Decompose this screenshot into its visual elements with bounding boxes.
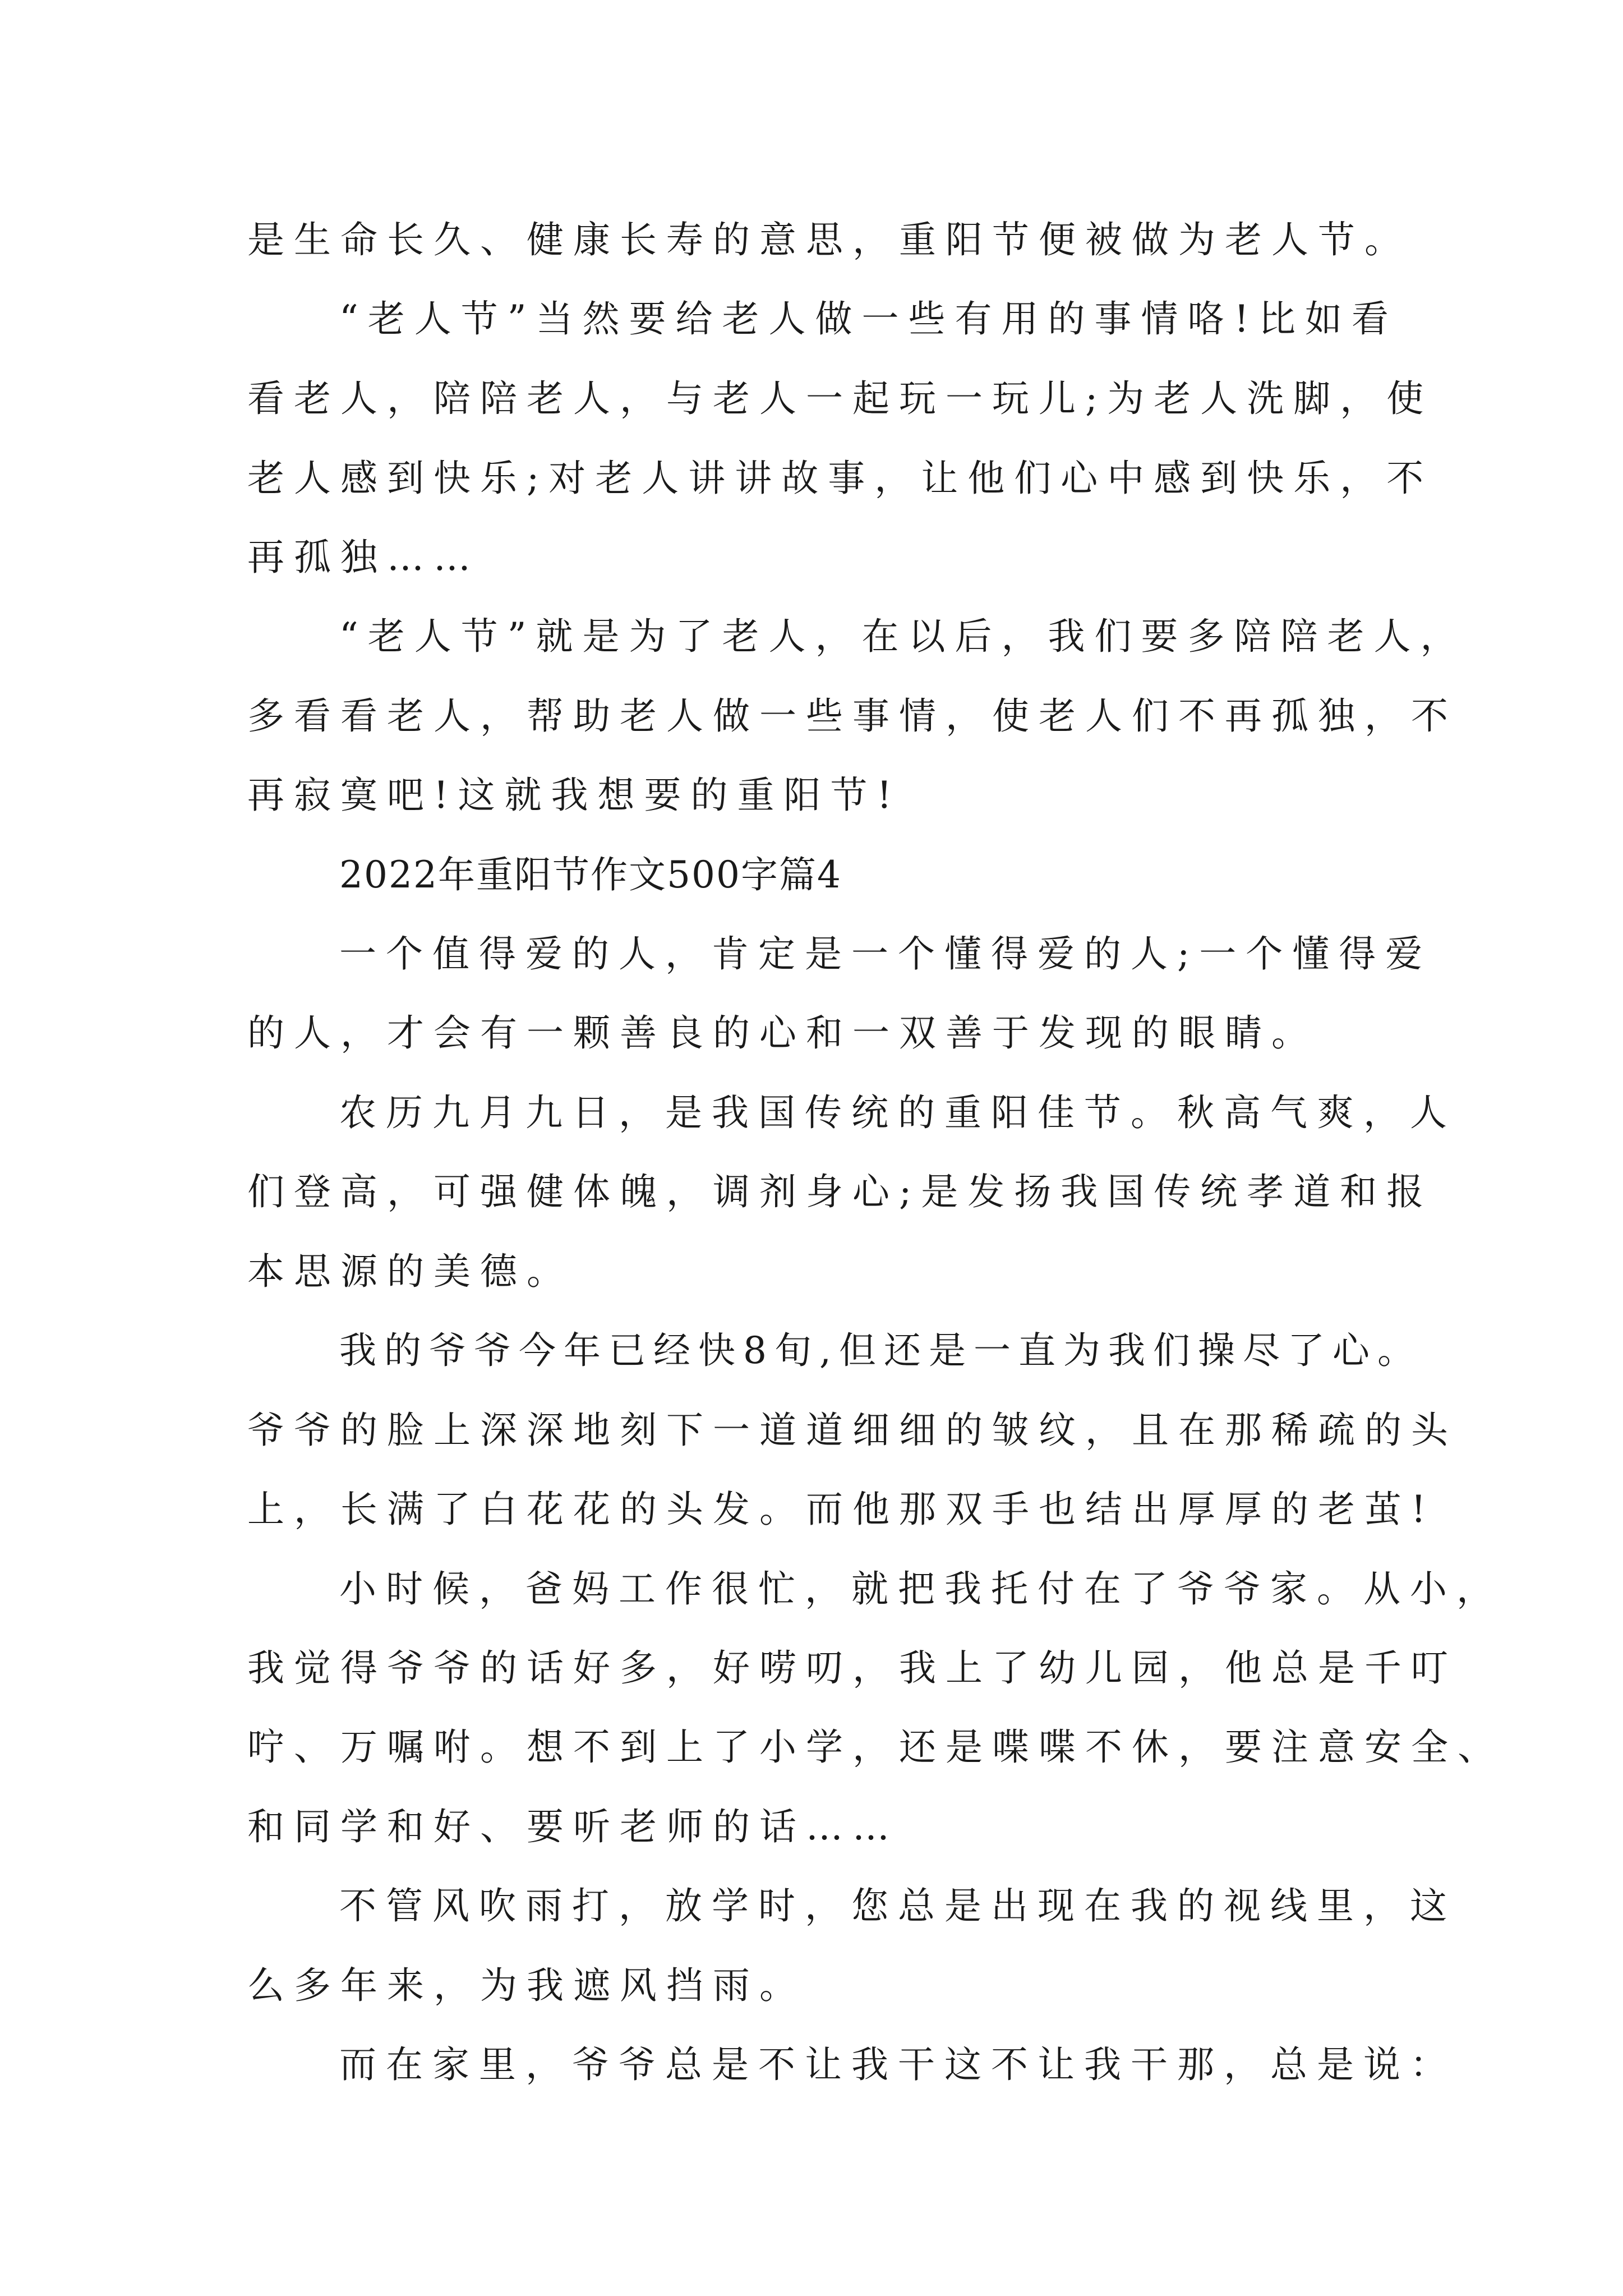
text-line: 爷爷的脸上深深地刻下一道道细细的皱纹，且在那稀疏的头 [247, 1409, 1458, 1452]
text-line: 再寂寞吧!这就我想要的重阳节! [247, 774, 902, 817]
text-line: 我的爷爷今年已经快8旬,但还是一直为我们操尽了心。 [339, 1329, 1422, 1372]
text-line: 们登高，可强健体魄，调剂身心;是发扬我国传统孝道和报 [247, 1170, 1433, 1213]
text-line: 再孤独…… [247, 536, 480, 579]
text-line: 我觉得爷爷的话好多，好唠叨，我上了幼儿园，他总是千叮 [247, 1646, 1458, 1690]
text-line: 农历九月九日，是我国传统的重阳佳节。秋高气爽，人 [339, 1091, 1456, 1134]
text-line: 小时候，爸妈工作很忙，就把我托付在了爷爷家。从小， [339, 1567, 1503, 1611]
section-heading: 2022年重阳节作文500字篇4 [339, 853, 842, 896]
text-line: 么多年来，为我遮风挡雨。 [247, 1964, 806, 2007]
text-line: 一个值得爱的人，肯定是一个懂得爱的人;一个懂得爱 [339, 932, 1432, 976]
text-line: 上，长满了白花花的头发。而他那双手也结出厚厚的老茧! [247, 1488, 1436, 1531]
text-line: “老人节”当然要给老人做一些有用的事情咯!比如看 [339, 297, 1399, 341]
text-line: 的人，才会有一颗善良的心和一双善于发现的眼睛。 [247, 1011, 1318, 1055]
text-line: 多看看老人，帮助老人做一些事情，使老人们不再孤独，不 [247, 694, 1458, 738]
text-line: 看老人，陪陪老人，与老人一起玩一玩儿;为老人洗脚，使 [247, 377, 1433, 420]
text-line: “老人节”就是为了老人，在以后，我们要多陪陪老人， [339, 615, 1467, 658]
text-line: 老人感到快乐;对老人讲讲故事，让他们心中感到快乐，不 [247, 457, 1433, 500]
text-line: 而在家里，爷爷总是不让我干这不让我干那，总是说： [339, 2043, 1456, 2086]
text-line: 是生命长久、健康长寿的意思，重阳节便被做为老人节。 [247, 218, 1411, 261]
text-line: 和同学和好、要听老师的话…… [247, 1805, 899, 1848]
text-line: 不管风吹雨打，放学时，您总是出现在我的视线里，这 [339, 1884, 1456, 1927]
text-line: 本思源的美德。 [247, 1250, 573, 1293]
text-line: 咛、万嘱咐。想不到上了小学，还是喋喋不休，要注意安全、 [247, 1726, 1504, 1769]
